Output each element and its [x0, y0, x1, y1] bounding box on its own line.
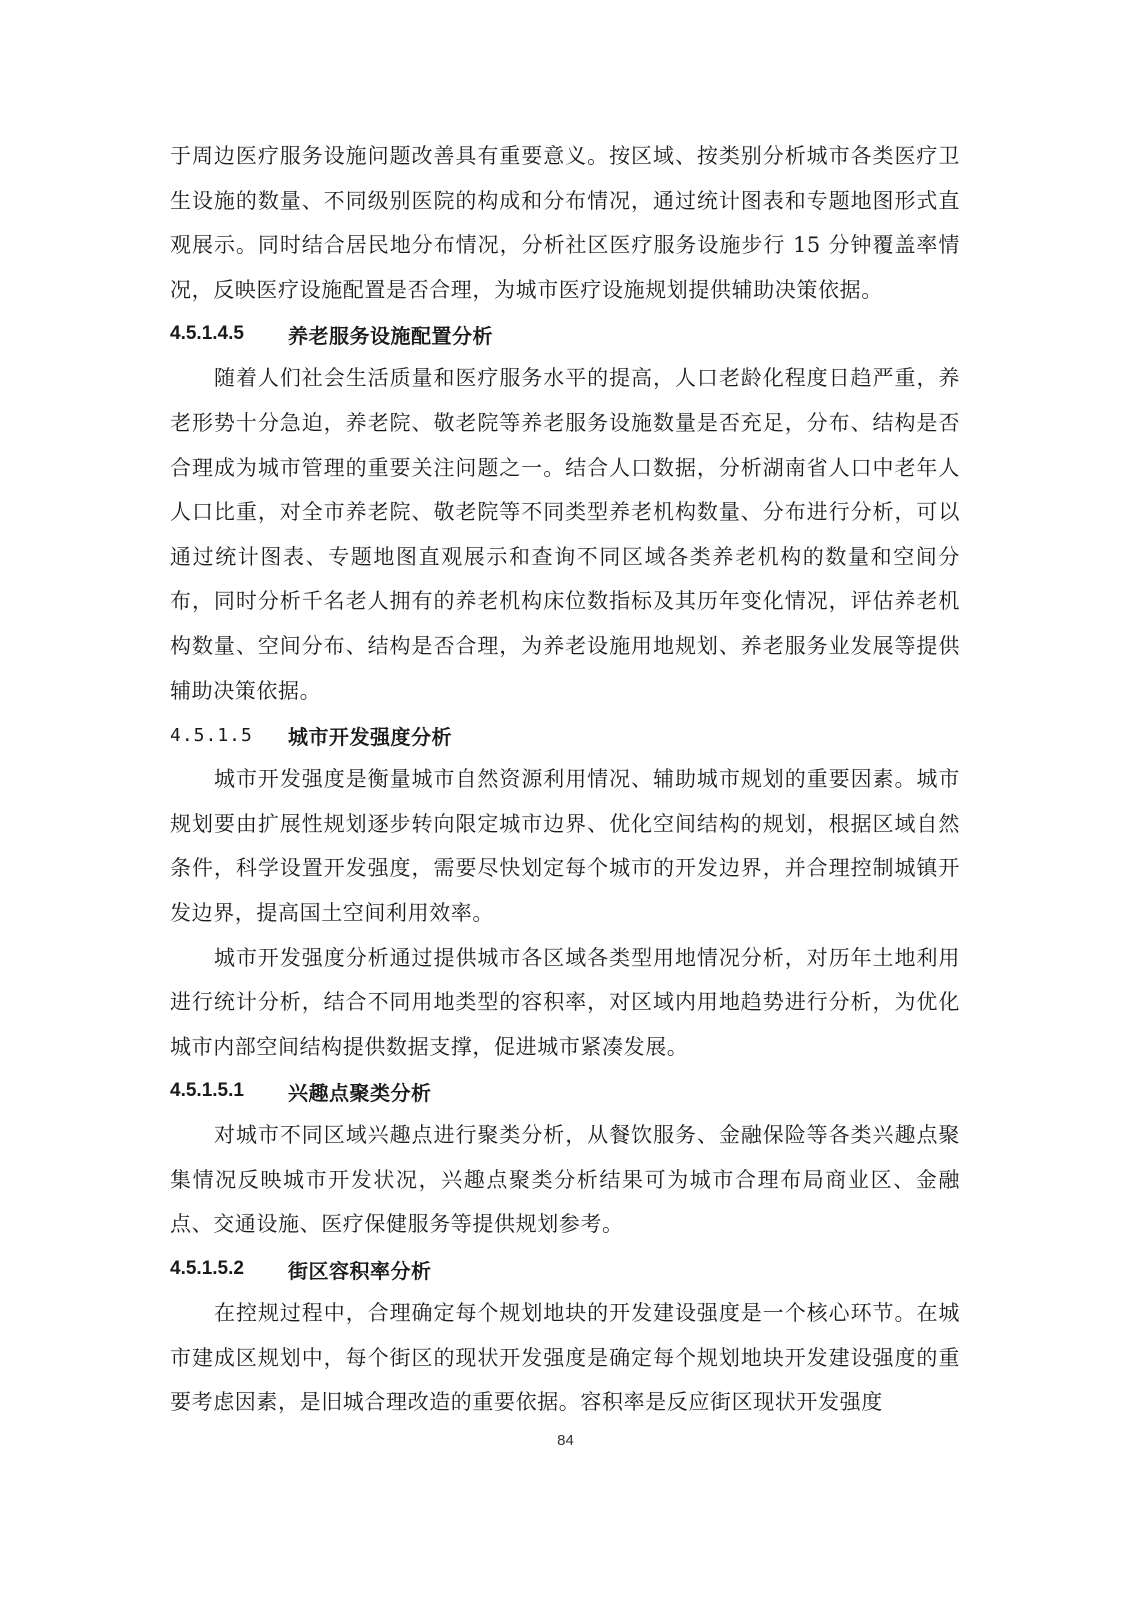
section-number: 4.5.1.5 — [170, 724, 253, 746]
section-heading-elderly-care — [170, 312, 960, 356]
section-heading-development-intensity — [170, 713, 960, 757]
paragraph-medical-facilities-continued: 于周边医疗服务设施问题改善具有重要意义。按区域、按类别分析城市各类医疗卫生设施的数量、不同级别医院的构成和分布情况，通过统计图表和专题地图形式直观展示。同时结合居民地分布情况，分析社区医疗服务设施步行 15 分钟覆盖率情况，反映医疗设施配置是否合理，为城市医疗设施规划提供辅助决策依据。 — [170, 144, 960, 302]
section-heading-poi-clustering — [170, 1069, 960, 1113]
section-heading-block-far — [170, 1247, 960, 1291]
section-number: 4.5.1.5.1 — [170, 1080, 244, 1102]
section-title: 街区容积率分析 — [288, 1258, 432, 1283]
paragraph-elderly-care: 随着人们社会生活质量和医疗服务水平的提高，人口老龄化程度日趋严重，养老形势十分急迫，养老院、敬老院等养老服务设施数量是否充足，分布、结构是否合理成为城市管理的重要关注问题之一。结合人口数据，分析湖南省人口中老年人人口比重，对全市养老院、敬老院等不同类型养老机构数量、分布进行分析，可以通过统计图表、专题地图直观展示和查询不同区域各类养老机构的数量和空间分布，同时分析千名老人拥有的养老机构床位数指标及其历年变化情况，评估养老机构数量、空间分布、结构是否合理，为养老设施用地规划、养老服务业发展等提供辅助决策依据。 — [170, 366, 960, 703]
paragraph-block-far: 在控规过程中，合理确定每个规划地块的开发建设强度是一个核心环节。在城市建成区规划中，每个街区的现状开发强度是确定每个规划地块开发建设强度的重要考虑因素，是旧城合理改造的重要依据。容积率是反应街区现状开发强度 — [170, 1301, 960, 1415]
section-title: 城市开发强度分析 — [288, 724, 452, 749]
section-number: 4.5.1.5.2 — [170, 1258, 244, 1280]
section-title: 养老服务设施配置分析 — [288, 323, 493, 348]
paragraph-development-intensity-method: 城市开发强度分析通过提供城市各区域各类型用地情况分析，对历年土地利用进行统计分析，结合不同用地类型的容积率，对区域内用地趋势进行分析，为优化城市内部空间结构提供数据支撑，促进城市紧凑发展。 — [170, 945, 960, 1059]
page-number: 84 — [557, 1432, 574, 1449]
page-body — [170, 134, 960, 1425]
paragraph-development-intensity-intro: 城市开发强度是衡量城市自然资源利用情况、辅助城市规划的重要因素。城市规划要由扩展性规划逐步转向限定城市边界、优化空间结构的规划，根据区域自然条件，科学设置开发强度，需要尽快划定每个城市的开发边界，并合理控制城镇开发边界，提高国土空间利用效率。 — [170, 767, 960, 925]
section-title: 兴趣点聚类分析 — [288, 1080, 432, 1105]
paragraph-poi-clustering: 对城市不同区域兴趣点进行聚类分析，从餐饮服务、金融保险等各类兴趣点聚集情况反映城市开发状况，兴趣点聚类分析结果可为城市合理布局商业区、金融点、交通设施、医疗保健服务等提供规划参考。 — [170, 1123, 960, 1237]
section-number: 4.5.1.4.5 — [170, 323, 244, 345]
